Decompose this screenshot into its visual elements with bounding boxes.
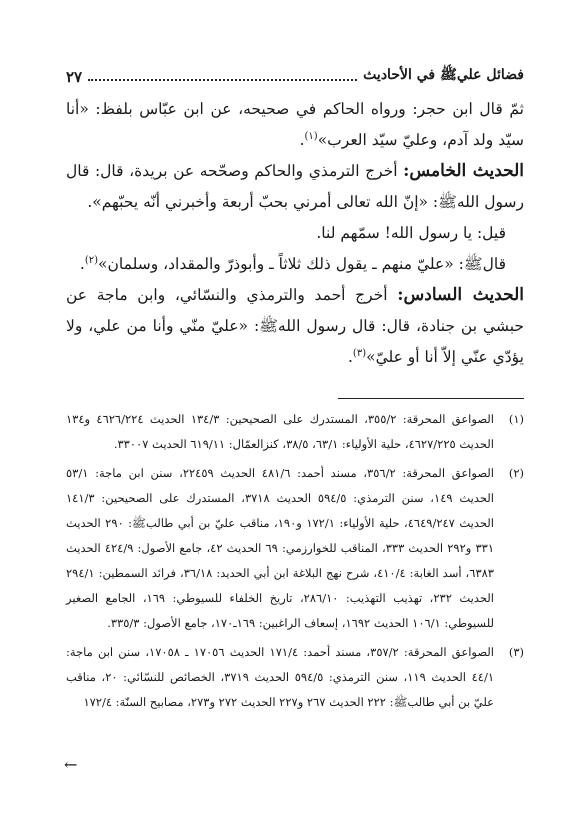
hadith-five-text: أخرج الترمذي والحاكم وصحّحه عن بريدة، قال: قال رسول اللهﷺ: «إنّ الله تعالى أمرني بحبّ أربعة وأخبرني أنّه يحبّهم». (66, 162, 524, 211)
footnote-3 (66, 640, 524, 715)
footnote-number: (٣) (508, 645, 524, 659)
hadith-six-text: أخرج أحمد والترمذي والنسّائي، وابن ماجة عن حبشي بن جنادة، قال: قال رسول اللهﷺ: «عليّ منّي وأنا من علي، ولا يؤدّي عنّي إلاّ أنا أو عليّ» (66, 286, 524, 366)
hadith-five (66, 156, 524, 218)
hadith-six-end: . (347, 348, 353, 366)
footnote-text: الصواعق المحرقة: ٣٥٦/٢، مسند أحمد: ٤٨١/٦ الحديث ٢٢٤٥٩، سنن ابن ماجة: ٥٣/١ الحديث ١٤٩، سنن الترمذي: ٥٩٤/٥ الحديث ٣٧١٨، المستدرك على الصحيحين: ١٤١/٣ الحديث ٤٦٤٩/٢٤٧، حلية الأولياء: ١٧٢/١ و١٩٠، مناقب عليّ بن أبي طالبﷺ: ٢٩٠ الحديث ٣٣١ و٢٩٢ الحديث ٣٣٣، المناقب للخوارزمي: ٦٩ الحديث ٤٢، جامع الأصول: ٤٢٤/٩ الحديث ٦٣٨٣، أسد الغابة: ٤١٠/٤، شرح نهج البلاغة ابن أبي الحديد: ٣٦/١٨، فرائد السمطين: ٢٩٤/١ الحديث ٢٣٢، تهذيب التهذيب: ٢٨٦/١٠، تاريخ الخلفاء للسيوطي: ١٦٩، الجامع الصغير للسيوطي: ١٠٦/١ الحديث ١٦٩٢، إسعاف الراغبين: ١٦٩ـ١٧٠، جامع الأصول: ٣٣٥/٣. (66, 466, 495, 630)
footnote-text: الصواعق المحرقة: ٣٥٧/٢، مسند أحمد: ١٧١/٤ الحديث ١٧٠٥٦ ـ ١٧٠٥٨، سنن ابن ماجة: ٤٤/١ الحديث ١١٩، سنن الترمذي: ٥٩٤/٥ الحديث ٣٧١٩، الخصائص للنسّائي: ٢٠، مناقب عليّ بن أبي طالبﷺ: ٢٢٢ الحديث ٢٦٧ و٢٢٧ الحديث ٢٧٢ و٢٧٣، مصابيح السنّة: ١٧٢/٤ (66, 645, 495, 709)
question-line: قيل: يا رسول الله! سمّهم لنا. (316, 224, 506, 242)
hadith-six (66, 280, 524, 373)
footnote-number: (١) (508, 412, 524, 426)
footnote-ref-2[interactable]: (٢) (84, 254, 99, 266)
header-dot-leader (88, 79, 357, 81)
header-title: فضائل عليﷺ في الأحاديث (363, 67, 524, 83)
continuation-arrow-icon: ← (64, 755, 78, 774)
footnote-1 (66, 407, 524, 457)
answer-line (66, 249, 524, 280)
footnote-2 (66, 461, 524, 636)
answer-text: قالﷺ: «عليّ منهم ـ يقول ذلك ثلاثاً ـ وأبوذرّ والمقداد، وسلمان» (98, 255, 506, 273)
hadith-six-heading: الحديث السادس: (397, 285, 524, 305)
footnote-text: الصواعق المحرقة: ٣٥٥/٢، المستدرك على الصحيحين: ١٣٤/٣ الحديث ٤٦٢٦/٢٢٤ و١٣٤ الحديث ٤٦٢٧/٢٢٥، حلية الأولياء: ٦٣/١، ٣٨/٥، كنزالعمّال: ٦١٩/١١ الحديث ٣٣٠٠٧. (66, 412, 494, 451)
answer-end: . (79, 255, 85, 273)
paragraph-ibn-hajar (66, 94, 524, 156)
footnotes (66, 407, 524, 719)
footnote-divider (338, 398, 524, 399)
paragraph-end: . (299, 131, 305, 149)
main-text (66, 94, 524, 373)
footnote-ref-1[interactable]: (١) (304, 130, 318, 142)
footnote-number: (٢) (508, 466, 524, 480)
paragraph-text: ثمّ قال ابن حجر: ورواه الحاكم في صحيحه، عن ابن عبّاس بلفظ: «أنا سيّد ولد آدم، وعليّ سيّد العرب» (66, 100, 524, 149)
running-header (66, 62, 524, 86)
page-number: ٢٧ (66, 68, 83, 86)
hadith-five-heading: الحديث الخامس: (403, 161, 524, 181)
footnote-ref-3[interactable]: (٣) (352, 347, 367, 359)
